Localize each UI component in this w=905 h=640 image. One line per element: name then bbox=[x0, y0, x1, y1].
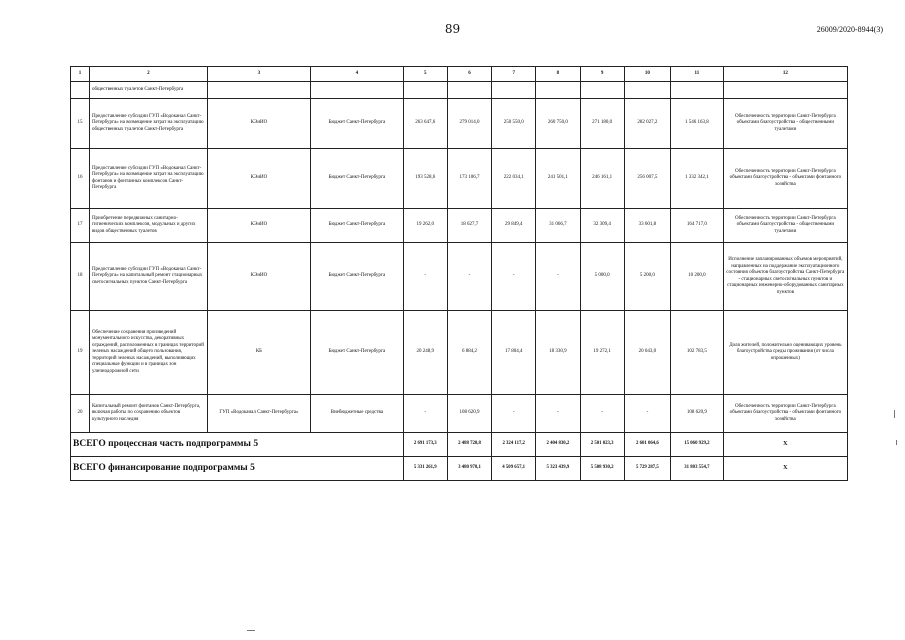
header-row bbox=[71, 67, 848, 82]
value-col6: 173 106,7 bbox=[447, 149, 491, 209]
funding-source: Бюджет Санкт-Петербурга bbox=[311, 99, 404, 149]
value-col10: 20 043,0 bbox=[624, 311, 670, 395]
value-col5: 20 248,9 bbox=[403, 311, 447, 395]
column-header: 8 bbox=[536, 67, 580, 82]
value-col7: 29 849,4 bbox=[492, 209, 536, 243]
funding-source: Бюджет Санкт-Петербурга bbox=[311, 149, 404, 209]
total-row-financing bbox=[71, 457, 848, 481]
table-row bbox=[71, 149, 848, 209]
total-col8: 2 404 830,2 bbox=[536, 433, 580, 457]
value-total: 108 620,9 bbox=[671, 395, 724, 433]
empty-cell bbox=[536, 82, 580, 99]
total-col10: 2 601 064,6 bbox=[624, 433, 670, 457]
value-col7: 17 804,4 bbox=[492, 311, 536, 395]
total-col6: 2 488 720,8 bbox=[447, 433, 491, 457]
value-col8: 260 750,0 bbox=[536, 99, 580, 149]
column-header: 9 bbox=[580, 67, 624, 82]
value-col10: 282 027,2 bbox=[624, 99, 670, 149]
total-col9: 2 501 023,3 bbox=[580, 433, 624, 457]
empty-cell bbox=[403, 82, 447, 99]
value-col9: 271 180,0 bbox=[580, 99, 624, 149]
executor: КЭиИО bbox=[207, 243, 310, 311]
value-col5: 193 528,6 bbox=[403, 149, 447, 209]
value-col10: 5 200,0 bbox=[624, 243, 670, 311]
row-number: 19 bbox=[71, 311, 90, 395]
scan-speck bbox=[247, 630, 255, 631]
total-col9: 5 508 930,2 bbox=[580, 457, 624, 481]
total-col11: 15 060 929,2 bbox=[671, 433, 724, 457]
value-col6: 6 884,2 bbox=[447, 311, 491, 395]
column-header: 12 bbox=[723, 67, 847, 82]
value-col6: 108 620,9 bbox=[447, 395, 491, 433]
row-number: 17 bbox=[71, 209, 90, 243]
activity-name: Капитальный ремонт фонтанов Санкт-Петербурга, включая работы по сохранению объектов культурного наследия bbox=[89, 395, 207, 433]
scan-speck bbox=[894, 410, 895, 418]
page-number: 89 bbox=[444, 22, 461, 36]
funding-source: Бюджет Санкт-Петербурга bbox=[311, 243, 404, 311]
row-number: 18 bbox=[71, 243, 90, 311]
total-col6: 3 480 978,1 bbox=[447, 457, 491, 481]
activity-name: Обеспечение сохранения произведений монументального искусства, декоративных ограждений, расположенных в границах территорий зеленых насаждений общего пользования, территорий зеленых насаждений, выполняющих специальные функции и в границах зон уличнодорожной сети bbox=[89, 311, 207, 395]
funding-source: Бюджет Санкт-Петербурга bbox=[311, 311, 404, 395]
row-number bbox=[71, 82, 90, 99]
value-col8: - bbox=[536, 243, 580, 311]
empty-cell bbox=[311, 82, 404, 99]
table-row bbox=[71, 209, 848, 243]
row-number: 15 bbox=[71, 99, 90, 149]
total-col11: 31 803 554,7 bbox=[671, 457, 724, 481]
value-col7: - bbox=[492, 395, 536, 433]
total-label: ВСЕГО процессная часть подпрограммы 5 bbox=[71, 433, 404, 457]
total-col5: 5 331 261,9 bbox=[403, 457, 447, 481]
empty-cell bbox=[447, 82, 491, 99]
row-number: 16 bbox=[71, 149, 90, 209]
value-col6: 279 014,0 bbox=[447, 99, 491, 149]
activity-name: Предоставление субсидии ГУП «Водоканал Санкт-Петербурга» на капитальный ремонт стационарных светосигнальных пунктов Санкт-Петербурга bbox=[89, 243, 207, 311]
column-header: 6 bbox=[447, 67, 491, 82]
value-col5: - bbox=[403, 243, 447, 311]
total-row-process bbox=[71, 433, 848, 457]
executor: КЭиИО bbox=[207, 209, 310, 243]
value-col7: 222 034,1 bbox=[492, 149, 536, 209]
empty-cell bbox=[624, 82, 670, 99]
table-row bbox=[71, 243, 848, 311]
total-label: ВСЕГО финансирование подпрограммы 5 bbox=[71, 457, 404, 481]
expected-result: Обеспеченность территории Санкт-Петербурга объектами благоустройства - общественными туалетами bbox=[723, 99, 847, 149]
value-col8: 31 066,7 bbox=[536, 209, 580, 243]
empty-cell bbox=[723, 82, 847, 99]
value-col6: - bbox=[447, 243, 491, 311]
table-row bbox=[71, 395, 848, 433]
value-total: 1 332 342,1 bbox=[671, 149, 724, 209]
column-header: 2 bbox=[89, 67, 207, 82]
expected-result: Доля жителей, положительно оценивающих уровень благоустройства среды проживания (от числа опрошенных) bbox=[723, 311, 847, 395]
column-header: 11 bbox=[671, 67, 724, 82]
table-row bbox=[71, 99, 848, 149]
value-col9: 19 272,1 bbox=[580, 311, 624, 395]
value-col10: - bbox=[624, 395, 670, 433]
total-col7: 2 324 117,2 bbox=[492, 433, 536, 457]
value-col5: 19 262,0 bbox=[403, 209, 447, 243]
value-total: 10 200,0 bbox=[671, 243, 724, 311]
expected-result: Обеспеченность территории Санкт-Петербурга объектами благоустройства - общественными туалетами bbox=[723, 209, 847, 243]
column-header: 3 bbox=[207, 67, 310, 82]
value-col9: 5 000,0 bbox=[580, 243, 624, 311]
value-col8: 18 330,9 bbox=[536, 311, 580, 395]
executor: КЭиИО bbox=[207, 149, 310, 209]
document-reference: 26009/2020-8944(3) bbox=[816, 25, 883, 34]
value-col9: 32 309,4 bbox=[580, 209, 624, 243]
continuation-row bbox=[71, 82, 848, 99]
expected-result: Исполнение запланированных объемов мероприятий, направленных на поддержание эксплуатационного состояния объектов благоустройства Санкт-Петербурга - стационарных светосигнальных пунктов и стационарных инженерно-оборудованных санитарных пунктов bbox=[723, 243, 847, 311]
value-total: 1 546 163,8 bbox=[671, 99, 724, 149]
total-col8: 5 323 439,9 bbox=[536, 457, 580, 481]
column-header: 1 bbox=[71, 67, 90, 82]
value-total: 102 783,5 bbox=[671, 311, 724, 395]
activity-name: общественных туалетов Санкт-Петербурга bbox=[89, 82, 207, 99]
column-header: 10 bbox=[624, 67, 670, 82]
value-col8: - bbox=[536, 395, 580, 433]
value-col6: 18 627,7 bbox=[447, 209, 491, 243]
empty-cell bbox=[492, 82, 536, 99]
funding-source: Бюджет Санкт-Петербурга bbox=[311, 209, 404, 243]
expected-result: Обеспеченность территории Санкт-Петербурга объектами благоустройства - объектами фонтанного хозяйства bbox=[723, 149, 847, 209]
expected-result: Обеспеченность территории Санкт-Петербурга объектами благоустройства - объектами фонтанного хозяйства bbox=[723, 395, 847, 433]
value-col7: 250 550,0 bbox=[492, 99, 536, 149]
row-number: 20 bbox=[71, 395, 90, 433]
value-col5: 263 647,6 bbox=[403, 99, 447, 149]
total-mark: Х bbox=[723, 433, 847, 457]
total-mark: Х bbox=[723, 457, 847, 481]
value-col5: - bbox=[403, 395, 447, 433]
program-table bbox=[70, 66, 848, 481]
total-col10: 5 729 287,5 bbox=[624, 457, 670, 481]
value-col8: 241 501,1 bbox=[536, 149, 580, 209]
value-col9: 246 161,1 bbox=[580, 149, 624, 209]
table-row bbox=[71, 311, 848, 395]
column-header: 7 bbox=[492, 67, 536, 82]
value-total: 164 717,0 bbox=[671, 209, 724, 243]
executor: ГУП «Водоканал Санкт-Петербурга» bbox=[207, 395, 310, 433]
activity-name: Приобретение передвижных санитарно-гигиенических комплексов, модульных и других видов общественных туалетов bbox=[89, 209, 207, 243]
column-header: 5 bbox=[403, 67, 447, 82]
executor: КЭиИО bbox=[207, 99, 310, 149]
value-col10: 33 601,8 bbox=[624, 209, 670, 243]
executor: КБ bbox=[207, 311, 310, 395]
funding-source: Внебюджетные средства bbox=[311, 395, 404, 433]
total-col7: 4 509 657,1 bbox=[492, 457, 536, 481]
value-col7: - bbox=[492, 243, 536, 311]
value-col9: - bbox=[580, 395, 624, 433]
scan-speck bbox=[896, 440, 897, 445]
empty-cell bbox=[671, 82, 724, 99]
activity-name: Предоставление субсидии ГУП «Водоканал Санкт-Петербурга» на возмещение затрат на эксплуатацию фонтанов и фонтанных комплексов Санкт-Петербурга bbox=[89, 149, 207, 209]
value-col10: 256 007,5 bbox=[624, 149, 670, 209]
empty-cell bbox=[580, 82, 624, 99]
activity-name: Предоставление субсидии ГУП «Водоканал Санкт-Петербурга» на возмещение затрат на эксплуатацию общественных туалетов Санкт-Петербурга bbox=[89, 99, 207, 149]
total-col5: 2 691 173,3 bbox=[403, 433, 447, 457]
empty-cell bbox=[207, 82, 310, 99]
column-header: 4 bbox=[311, 67, 404, 82]
